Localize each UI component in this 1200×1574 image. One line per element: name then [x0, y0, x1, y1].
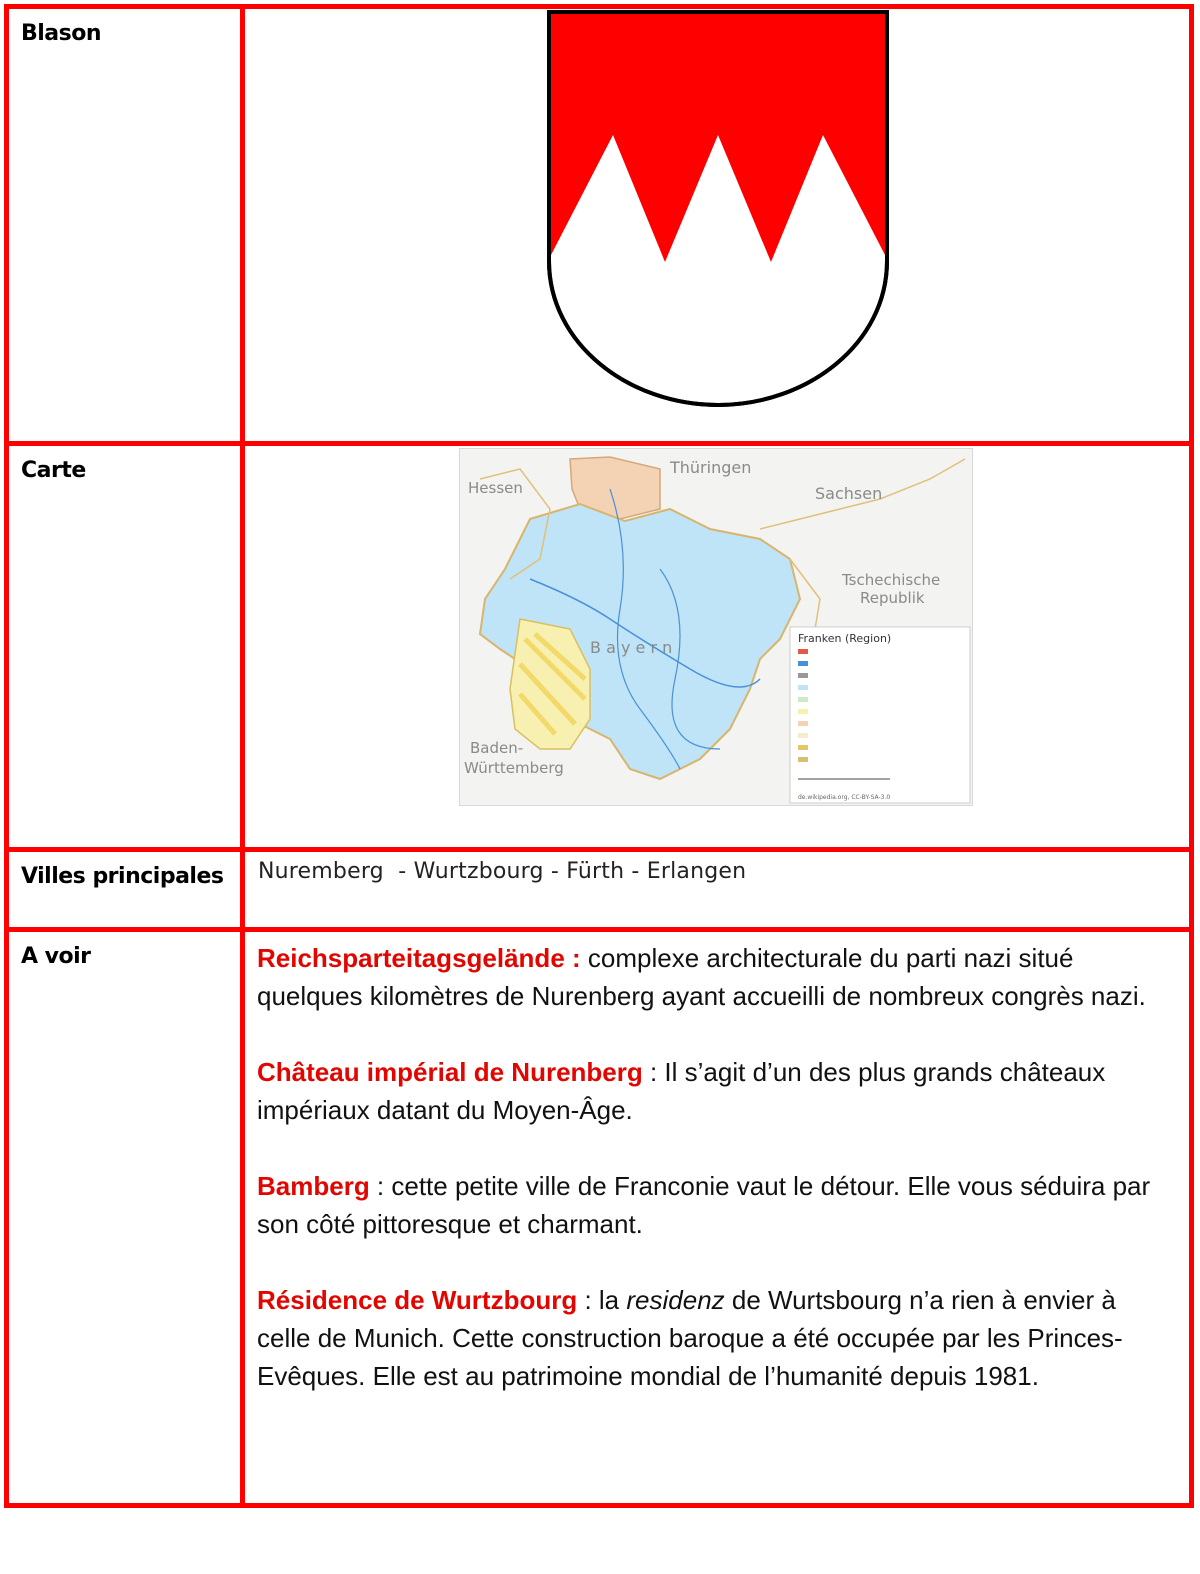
label-villes: Villes principales — [4, 852, 245, 927]
avoir-item — [257, 1167, 1175, 1243]
avoir-item-text-before: : la — [577, 1285, 627, 1315]
avoir-item-title: Bamberg — [257, 1171, 370, 1201]
info-table — [4, 4, 1194, 1508]
avoir-item-text: : cette petite ville de Franconie vaut le détour. Elle vous séduira par son côté pittoresque et charmant. — [257, 1171, 1151, 1239]
map-legend-title: Franken (Region) — [798, 632, 892, 645]
label-carte: Carte — [4, 446, 245, 847]
avoir-item — [257, 1281, 1175, 1395]
franconia-map — [459, 448, 973, 806]
cell-avoir — [245, 932, 1194, 1503]
map-label-bayern: B a y e r n — [590, 638, 673, 657]
map-label-tschechische-2: Republik — [860, 589, 925, 607]
avoir-item — [257, 1053, 1175, 1129]
row-blason — [4, 4, 1194, 446]
row-avoir — [4, 932, 1194, 1508]
map-label-sachsen: Sachsen — [815, 484, 883, 503]
map-label-thueringen: Thüringen — [670, 458, 752, 477]
villes-value: Nuremberg - Wurtzbourg - Fürth - Erlangen — [258, 859, 747, 884]
avoir-item-text: : Il s’agit d’un des plus grands châteaux impériaux datant du Moyen-Âge. — [257, 1057, 1106, 1125]
avoir-item-title: Reichsparteitagsgelände : — [257, 943, 581, 973]
label-blason: Blason — [4, 9, 245, 441]
map-legend-box — [790, 627, 970, 803]
franconian-coat-of-arms — [545, 9, 891, 409]
avoir-list — [257, 939, 1175, 1433]
cell-villes — [245, 852, 1194, 927]
label-avoir: A voir — [4, 932, 245, 1503]
avoir-item-italic: residenz — [626, 1285, 725, 1315]
avoir-item-text: complexe architecturale du parti nazi situé quelques kilomètres de Nurenberg ayant accueilli de nombreux congrès nazi. — [257, 943, 1146, 1011]
map-label-baden-1: Baden- — [470, 739, 524, 757]
avoir-item-title: Résidence de Wurtzbourg — [257, 1285, 578, 1315]
row-villes — [4, 852, 1194, 932]
map-credit: de.wikipedia.org, CC-BY-SA-3.0 — [798, 794, 891, 801]
row-carte — [4, 446, 1194, 852]
avoir-item-title: Château impérial de Nurenberg — [257, 1057, 643, 1087]
cell-carte — [245, 446, 1194, 847]
map-label-baden-2: Württemberg — [464, 759, 564, 777]
avoir-item-text-after: de Wurtsbourg n’a rien à envier à celle de Munich. Cette construction baroque a été occupée par les Princes-Evêques. Elle est au patrimoine mondial de l’humanité depuis 1981. — [257, 1285, 1123, 1391]
avoir-item — [257, 939, 1175, 1015]
map-label-hessen: Hessen — [468, 479, 523, 497]
cell-blason — [245, 9, 1194, 441]
map-label-tschechische-1: Tschechische — [842, 571, 941, 589]
